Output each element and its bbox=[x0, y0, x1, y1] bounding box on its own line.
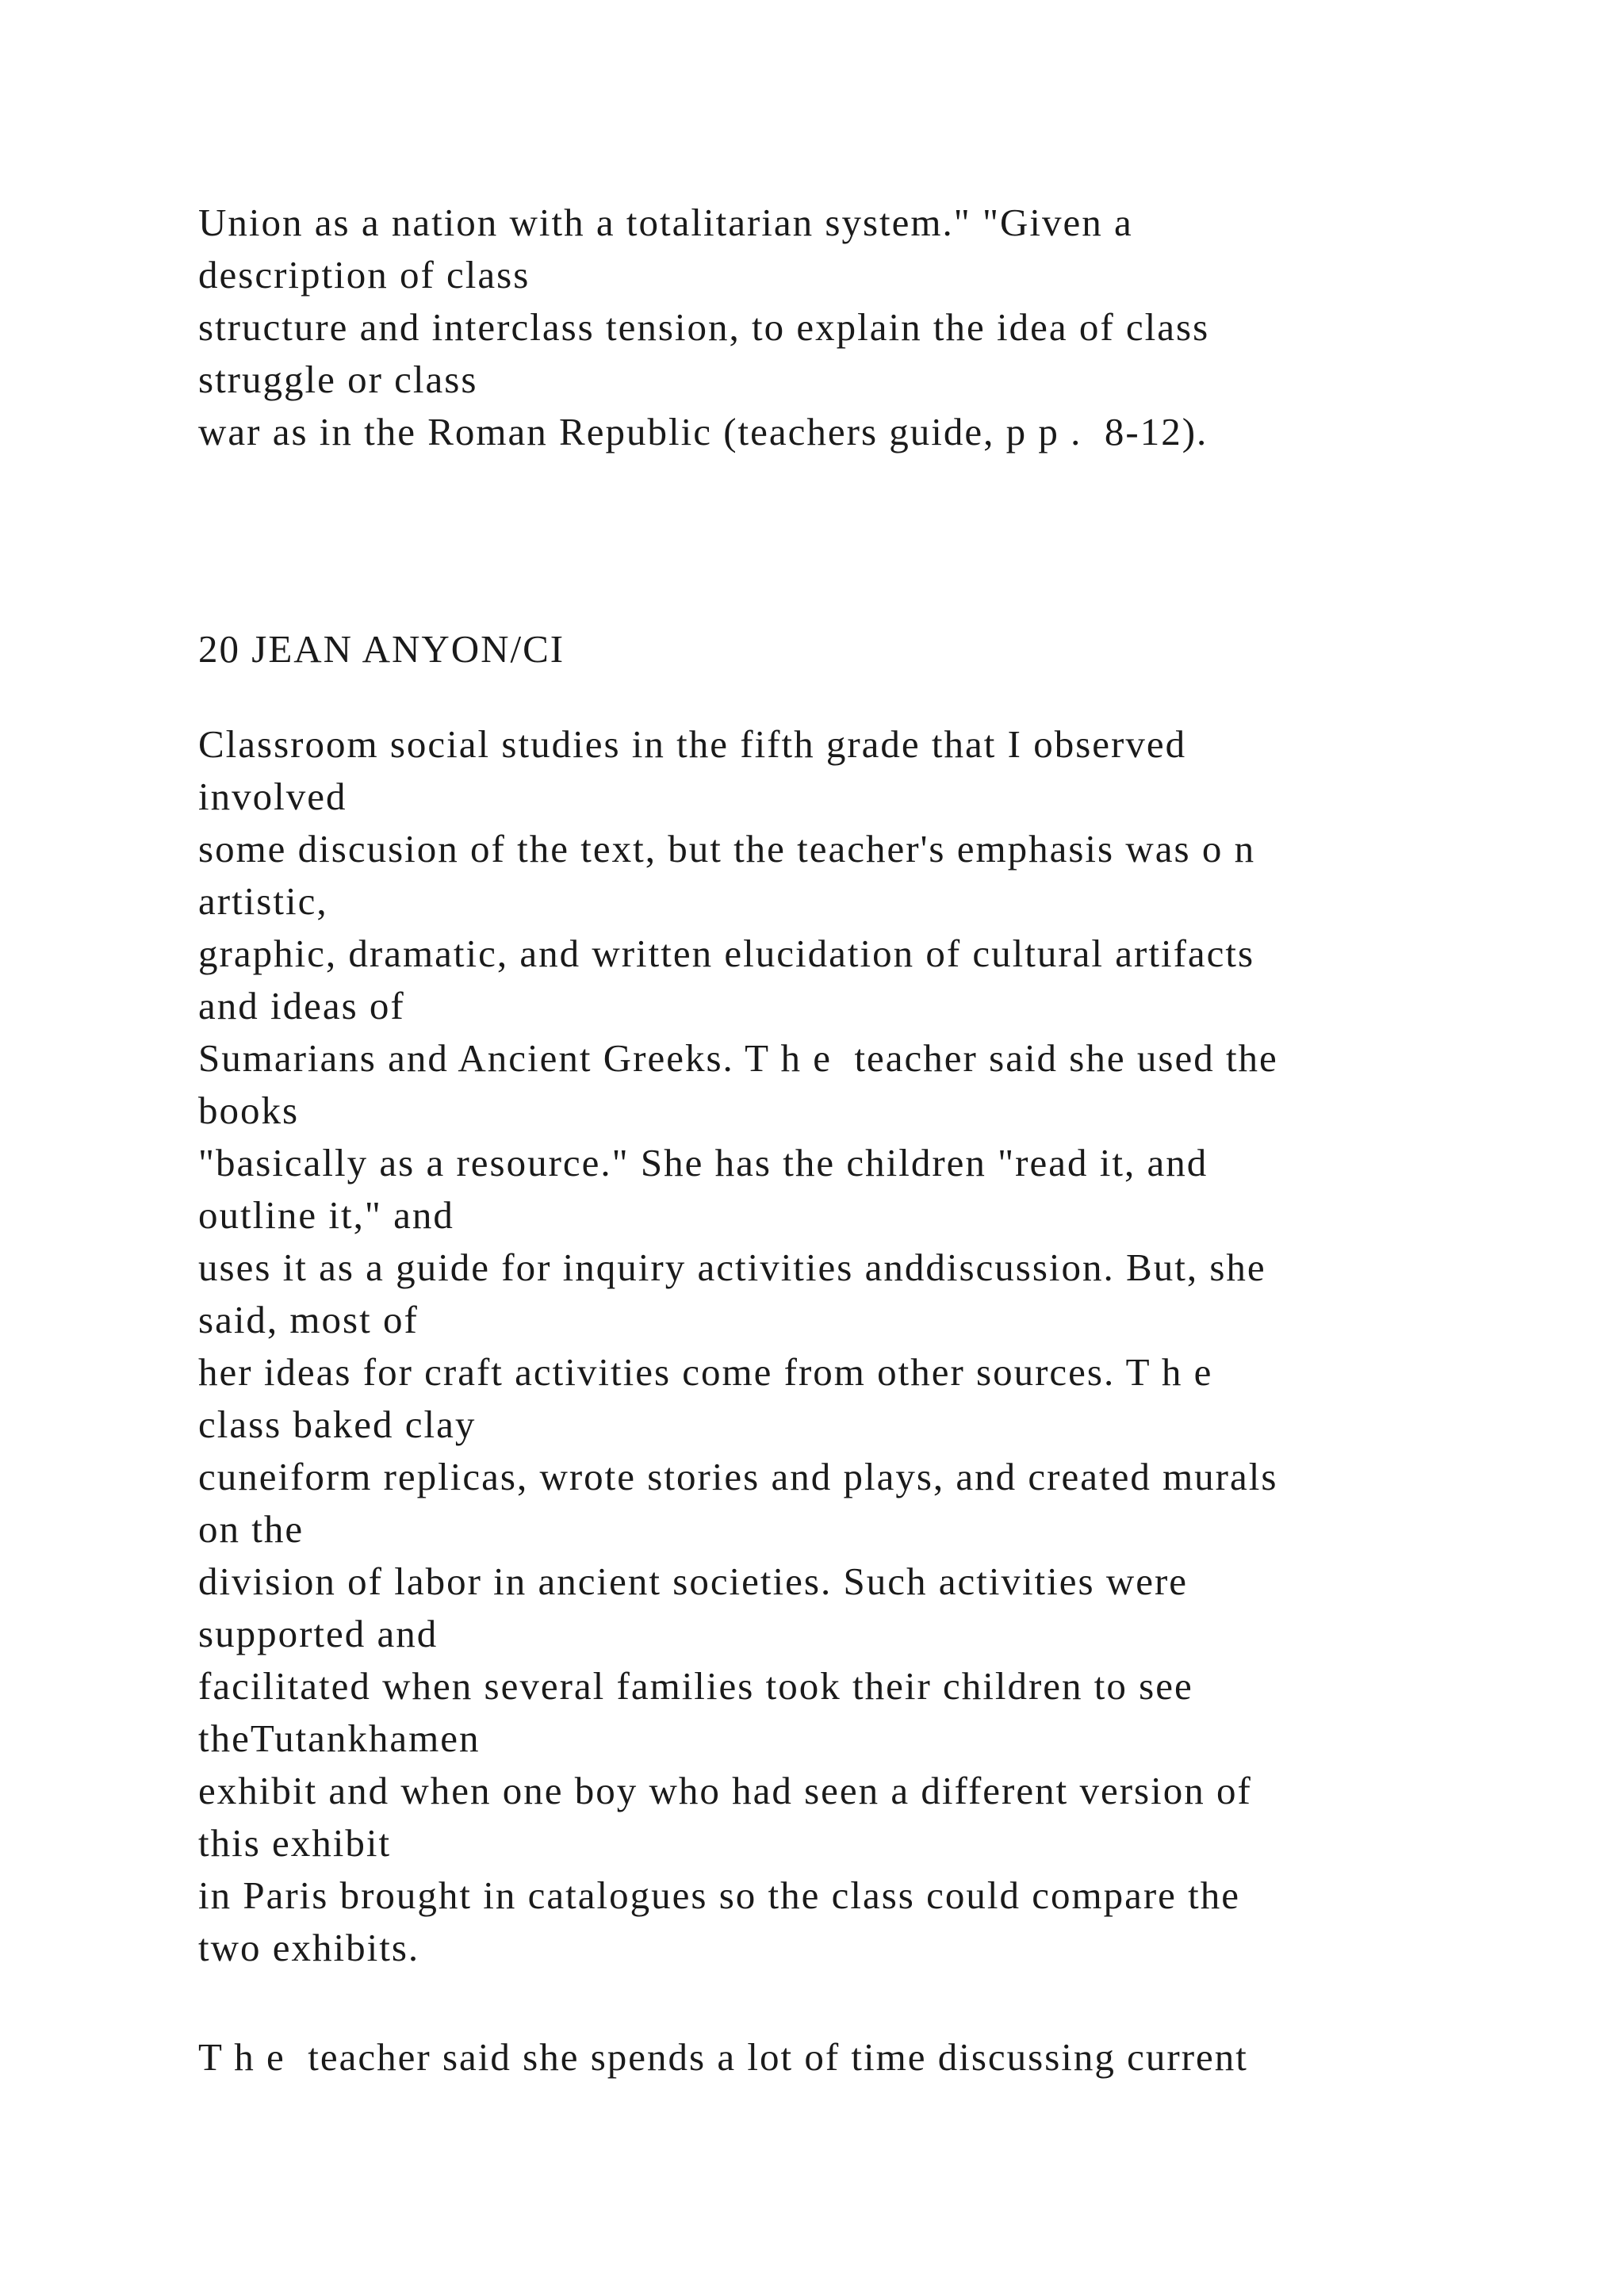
page-header-text: 20 JEAN ANYON/CI bbox=[198, 627, 565, 671]
text-line: description of class bbox=[198, 253, 530, 297]
text-line: graphic, dramatic, and written elucidation of cultural artifacts bbox=[198, 932, 1255, 975]
body-paragraph-2 bbox=[198, 2031, 1467, 2084]
text-line: T h e teacher said she spends a lot of time discussing current bbox=[198, 2035, 1248, 2079]
text-line: "basically as a resource." She has the children "read it, and bbox=[198, 1141, 1208, 1184]
text-line: cuneiform replicas, wrote stories and plays, and created murals bbox=[198, 1455, 1278, 1498]
page-header bbox=[198, 623, 1467, 675]
text-line: said, most of bbox=[198, 1298, 419, 1341]
text-line: and ideas of bbox=[198, 984, 405, 1027]
text-line: books bbox=[198, 1089, 300, 1132]
text-line: Classroom social studies in the fifth grade that I observed bbox=[198, 722, 1187, 766]
text-line: in Paris brought in catalogues so the class could compare the bbox=[198, 1873, 1241, 1917]
text-line: this exhibit bbox=[198, 1821, 392, 1865]
text-line: two exhibits. bbox=[198, 1926, 420, 1969]
text-line: on the bbox=[198, 1507, 304, 1551]
text-line: artistic, bbox=[198, 879, 328, 923]
text-line: structure and interclass tension, to explain the idea of class bbox=[198, 305, 1210, 349]
text-line: war as in the Roman Republic (teachers guide, p p . 8-12). bbox=[198, 410, 1208, 453]
text-line: supported and bbox=[198, 1612, 439, 1655]
text-line: outline it," and bbox=[198, 1193, 454, 1237]
text-line: involved bbox=[198, 775, 347, 818]
text-line: facilitated when several families took their children to see bbox=[198, 1664, 1193, 1708]
text-line: struggle or class bbox=[198, 358, 478, 401]
intro-paragraph bbox=[198, 197, 1467, 458]
text-line: some discusion of the text, but the teacher's emphasis was o n bbox=[198, 827, 1256, 871]
text-line: uses it as a guide for inquiry activities anddiscussion. But, she bbox=[198, 1246, 1266, 1289]
text-line: her ideas for craft activities come from other sources. T h e bbox=[198, 1350, 1213, 1394]
text-line: Sumarians and Ancient Greeks. T h e teacher said she used the bbox=[198, 1036, 1278, 1080]
body-paragraph-1 bbox=[198, 718, 1467, 1974]
text-line: division of labor in ancient societies. Such activities were bbox=[198, 1559, 1189, 1603]
text-line: class baked clay bbox=[198, 1402, 477, 1446]
text-line: exhibit and when one boy who had seen a different version of bbox=[198, 1769, 1252, 1812]
text-line: theTutankhamen bbox=[198, 1716, 481, 1760]
text-line: Union as a nation with a totalitarian system." "Given a bbox=[198, 201, 1133, 244]
